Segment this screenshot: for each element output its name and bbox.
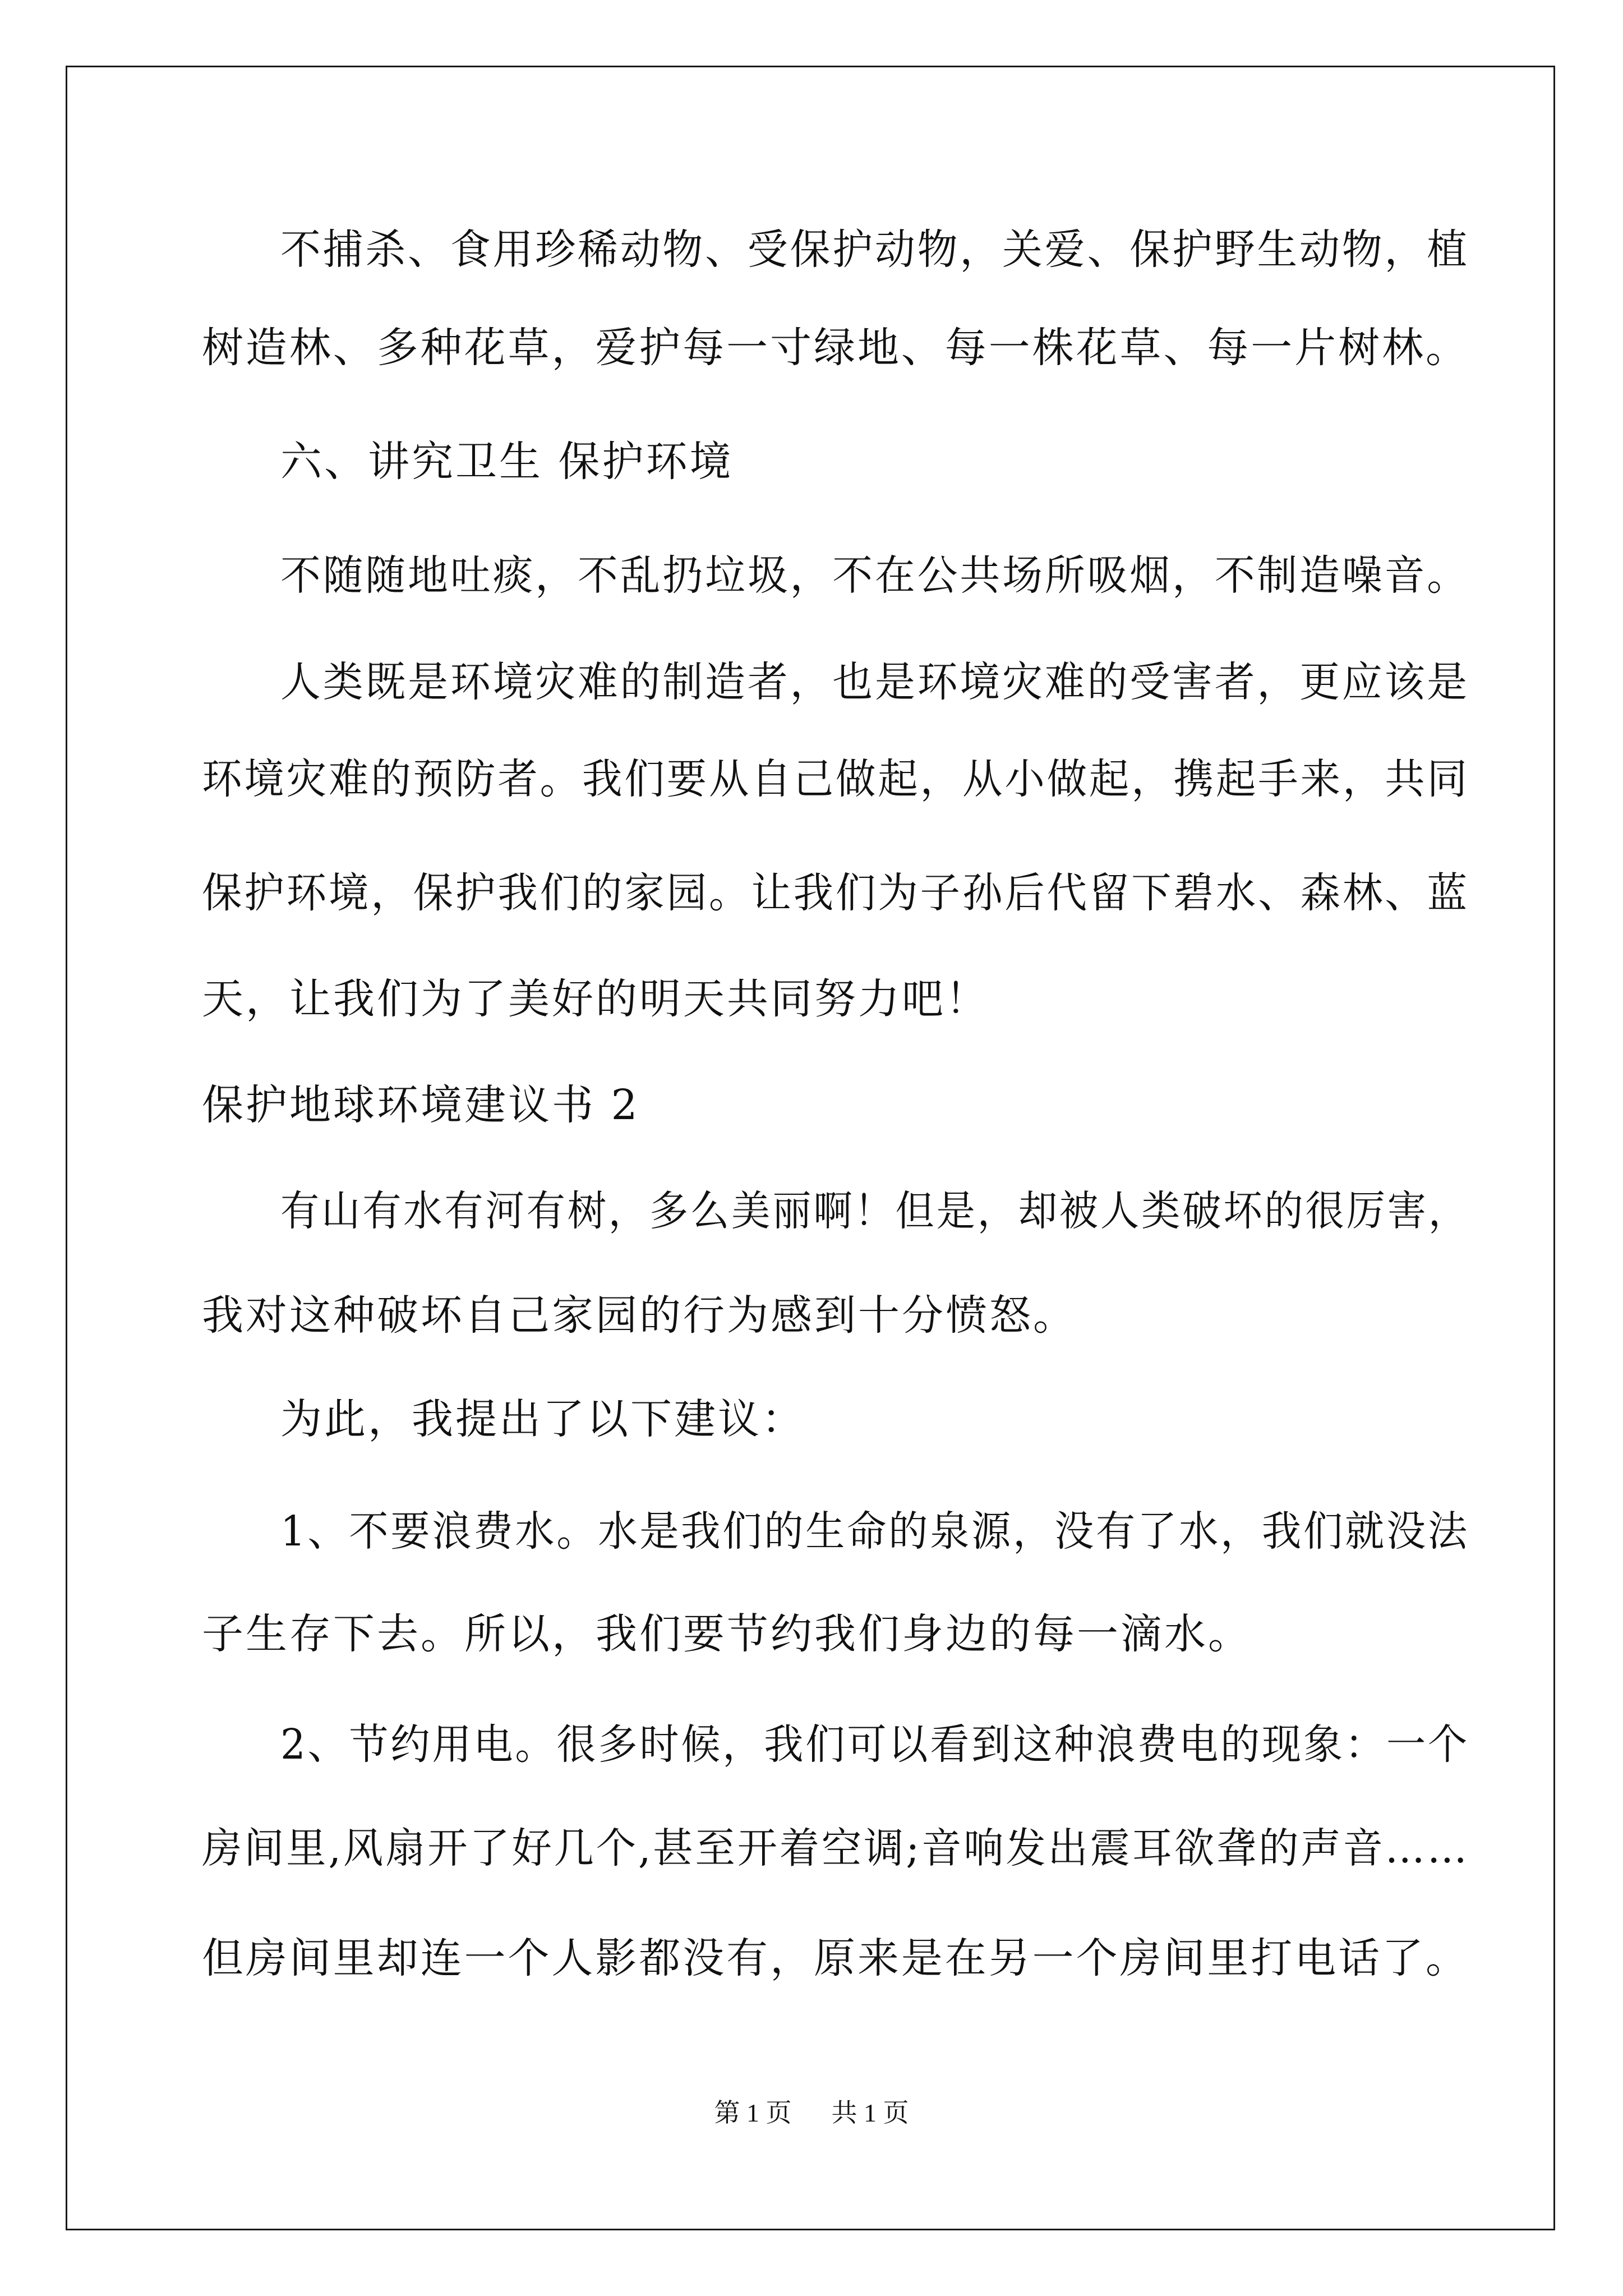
- paragraph-line: 房间里,风扇开了好几个,甚至开着空调;音响发出震耳欲聋的声音……: [202, 1824, 1469, 1872]
- page-total: 共 1 页: [831, 2099, 909, 2127]
- paragraph-line: 保护环境，保护我们的家园。让我们为子孙后代留下碧水、森林、蓝: [202, 869, 1469, 917]
- paragraph-line: 人类既是环境灾难的制造者，也是环境灾难的受害者，更应该是: [280, 658, 1470, 706]
- paragraph-line: 环境灾难的预防者。我们要从自己做起，从小做起，携起手来，共同: [202, 755, 1469, 803]
- section-heading: 六、讲究卫生 保护环境: [280, 438, 734, 486]
- paragraph-line: 为此，我提出了以下建议：: [280, 1395, 805, 1443]
- paragraph-line: 有山有水有河有树，多么美丽啊！但是，却被人类破坏的很厉害，: [280, 1187, 1469, 1235]
- paragraph-line: 1、不要浪费水。水是我们的生命的泉源，没有了水，我们就没法: [280, 1507, 1469, 1556]
- paragraph-line: 2、节约用电。很多时候，我们可以看到这种浪费电的现象：一个: [280, 1720, 1469, 1769]
- paragraph-line: 树造林、多种花草，爱护每一寸绿地、每一株花草、每一片树林。: [202, 324, 1469, 372]
- page-footer: [0, 2096, 1623, 2130]
- paragraph-line: 天，让我们为了美好的明天共同努力吧！: [202, 975, 989, 1023]
- paragraph-line: 不随随地吐痰，不乱扔垃圾，不在公共场所吸烟，不制造噪音。: [280, 551, 1470, 600]
- paragraph-line: 不捕杀、食用珍稀动物、受保护动物，关爱、保护野生动物，植: [280, 226, 1470, 274]
- page-number: 第 1 页: [714, 2099, 792, 2127]
- paragraph-line: 我对这种破坏自己家园的行为感到十分愤怒。: [202, 1291, 1077, 1340]
- page-border: [66, 66, 1555, 2230]
- paragraph-line: 但房间里却连一个人影都没有，原来是在另一个房间里打电话了。: [202, 1934, 1469, 1982]
- document-title: 保护地球环境建议书 2: [202, 1081, 640, 1129]
- paragraph-line: 子生存下去。所以，我们要节约我们身边的每一滴水。: [202, 1610, 1252, 1658]
